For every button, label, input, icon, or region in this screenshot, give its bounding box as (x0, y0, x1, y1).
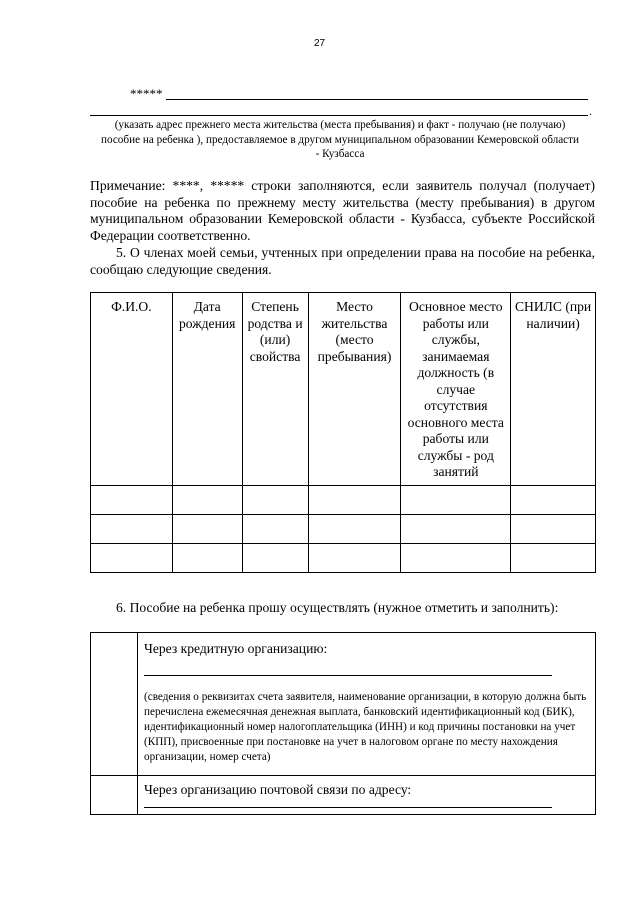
payment-method-table (90, 632, 596, 815)
payment-option-postal-row (91, 776, 596, 815)
postal-fill-line[interactable] (144, 807, 552, 808)
column-header-birth-date: Дата рождения (172, 293, 242, 486)
table-cell[interactable] (242, 543, 308, 572)
family-members-table (90, 292, 596, 573)
table-cell[interactable] (91, 514, 173, 543)
previous-address-fill-line[interactable] (166, 99, 588, 100)
section-5-intro: 5. О членах моей семьи, учтенных при определении права на пособие на ребенка, сообщаю следующие сведения. (90, 245, 595, 277)
table-header-row (91, 293, 596, 486)
table-cell[interactable] (308, 485, 401, 514)
table-cell[interactable] (172, 543, 242, 572)
table-cell[interactable] (401, 543, 511, 572)
previous-address-fill-line-2[interactable] (90, 115, 588, 116)
table-cell[interactable] (308, 543, 401, 572)
table-cell[interactable] (172, 485, 242, 514)
table-cell[interactable] (172, 514, 242, 543)
payment-option-credit-row (91, 633, 596, 776)
table-cell[interactable] (91, 543, 173, 572)
credit-org-cell (138, 633, 596, 776)
table-cell[interactable] (242, 485, 308, 514)
table-cell[interactable] (401, 485, 511, 514)
table-cell[interactable] (511, 485, 596, 514)
previous-address-line-end: . (589, 104, 592, 118)
table-row (91, 514, 596, 543)
column-header-workplace: Основное место работы или службы, занимаемая должность (в случае отсутствия основного места работы или службы - род занятий (401, 293, 511, 486)
column-header-fio: Ф.И.О. (91, 293, 173, 486)
table-cell[interactable] (242, 514, 308, 543)
previous-address-stars-label: ***** (130, 86, 163, 101)
credit-org-note: (сведения о реквизитах счета заявителя, наименование организации, в которую должна быть перечислена ежемесячная денежная выплата, банковский идентификационный код (БИК), идентификационный номер налогоплательщика (ИНН) и код причины постановки на учет (КПП), присвоенные при постановке на учет в налоговом органе по месту нахождения организации, номер счета) (144, 691, 587, 763)
table-cell[interactable] (91, 485, 173, 514)
table-cell[interactable] (511, 543, 596, 572)
table-row (91, 485, 596, 514)
table-row (91, 543, 596, 572)
postal-checkbox-cell[interactable] (91, 776, 138, 815)
note-paragraph: Примечание: ****, ***** строки заполняются, если заявитель получал (получает) пособие на ребенка по прежнему месту жительства (месту пребывания) в другом муниципальном образовании Кемеровской области - Кузбасса, субъекте Российской Федерации соответственно. (90, 178, 595, 243)
credit-org-fill-line[interactable] (144, 675, 552, 676)
table-cell[interactable] (511, 514, 596, 543)
column-header-residence: Место жительства (место пребывания) (308, 293, 401, 486)
column-header-relationship: Степень родства и (или) свойства (242, 293, 308, 486)
postal-cell (138, 776, 596, 815)
column-header-snils: СНИЛС (при наличии) (511, 293, 596, 486)
credit-org-checkbox-cell[interactable] (91, 633, 138, 776)
table-cell[interactable] (401, 514, 511, 543)
credit-org-label: Через кредитную организацию: (144, 641, 328, 656)
previous-address-caption: (указать адрес прежнего места жительства (места пребывания) и факт - получаю (не получаю) пособие на ребенка ), предоставляемое в другом муниципальном образовании Кемеровской области - Кузбасса (100, 119, 580, 160)
table-cell[interactable] (308, 514, 401, 543)
page-number: 27 (313, 38, 326, 49)
postal-label: Через организацию почтовой связи по адресу: (144, 782, 412, 797)
section-6-intro: 6. Пособие на ребенка прошу осуществлять (нужное отметить и заполнить): (116, 600, 559, 615)
